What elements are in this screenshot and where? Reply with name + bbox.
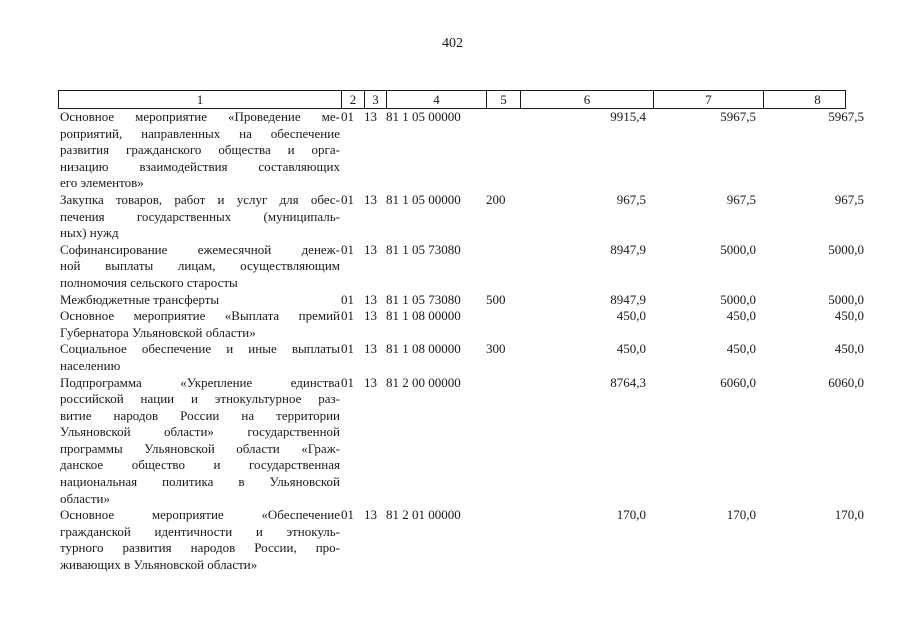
table-header [58, 90, 846, 109]
row-name-line: Подпрограмма «Укрепление единства [60, 374, 340, 390]
row-target-code: 81 2 01 00000 [386, 507, 461, 523]
row-value-6: 450,0 [616, 308, 646, 324]
row-value-7: 5000,0 [720, 291, 756, 307]
row-value-6: 967,5 [616, 191, 646, 207]
row-name-line: данское общество и государственная [60, 457, 340, 473]
row-name-line: программы Ульяновской области «Граж- [60, 440, 340, 456]
row-name-line: Социальное обеспечение и иные выплаты [60, 341, 340, 357]
row-subsection: 13 [364, 191, 377, 207]
table-body [58, 109, 864, 574]
row-target-code: 81 1 08 00000 [386, 308, 461, 324]
row-subsection: 13 [364, 507, 377, 523]
row-expense-type: 500 [486, 291, 506, 307]
row-name [58, 308, 340, 341]
row-subsection: 13 [364, 241, 377, 257]
row-name-line: населению [60, 357, 121, 373]
row-name [58, 242, 340, 292]
header-col-7: 7 [653, 91, 763, 108]
row-name-line: области» [60, 490, 110, 506]
row-target-code: 81 1 05 00000 [386, 109, 461, 124]
row-value-6: 9915,4 [610, 109, 646, 124]
row-value-8: 450,0 [834, 341, 864, 357]
row-name-line: ных) нужд [60, 225, 119, 241]
row-name-line: Софинансирование ежемесячной денеж- [60, 241, 340, 257]
row-expense-type [485, 507, 519, 573]
row-name-line: роприятий, направленных на обеспечение [60, 125, 340, 141]
row-name-line: Ульяновской области» государственной [60, 424, 340, 440]
row-target-code: 81 1 08 00000 [386, 341, 461, 357]
row-value-6: 170,0 [616, 507, 646, 523]
row-name [58, 341, 340, 374]
row-target-code: 81 1 05 73080 [386, 241, 461, 257]
row-name-line: Основное мероприятие «Выплата премий [60, 308, 340, 324]
row-section: 01 [341, 291, 354, 307]
table-row [58, 109, 864, 192]
table-row [58, 341, 864, 374]
row-expense-type [485, 242, 519, 292]
row-name-line: Межбюджетные трансферты [60, 291, 220, 307]
table-row [58, 291, 864, 309]
row-value-8: 170,0 [834, 507, 864, 523]
row-subsection: 13 [364, 109, 377, 124]
row-value-7: 450,0 [726, 341, 756, 357]
row-name-line: Губернатора Ульяновской области» [60, 324, 256, 340]
header-col-8: 8 [763, 91, 871, 108]
row-value-7: 5967,5 [720, 109, 756, 124]
row-expense-type [485, 375, 519, 508]
header-col-6: 6 [520, 91, 653, 108]
row-target-code: 81 1 05 73080 [386, 291, 461, 307]
row-value-6: 8947,9 [610, 291, 646, 307]
row-name-line: Основное мероприятие «Проведение ме- [60, 109, 340, 124]
table-row [58, 507, 864, 573]
budget-table [58, 90, 864, 574]
row-name [58, 375, 340, 508]
row-value-8: 5967,5 [828, 109, 864, 124]
row-value-7: 6060,0 [720, 374, 756, 390]
row-value-8: 5000,0 [828, 291, 864, 307]
header-col-3: 3 [364, 91, 386, 108]
header-col-5: 5 [486, 91, 520, 108]
row-name-line: печения государственных (муниципаль- [60, 208, 340, 224]
row-value-6: 8764,3 [610, 374, 646, 390]
row-name-line: развития гражданского общества и орга- [60, 142, 340, 158]
row-subsection: 13 [364, 308, 377, 324]
row-name [58, 192, 340, 242]
row-section: 01 [341, 241, 354, 257]
row-subsection: 13 [364, 374, 377, 390]
row-name [58, 109, 340, 192]
row-value-7: 5000,0 [720, 241, 756, 257]
row-subsection: 13 [364, 341, 377, 357]
row-name-line: витие народов России на территории [60, 407, 340, 423]
table-row [58, 308, 864, 341]
header-col-4: 4 [386, 91, 486, 108]
row-name-line: национальная политика в Ульяновской [60, 474, 340, 490]
row-name-line: его элементов» [60, 175, 144, 191]
row-value-8: 967,5 [834, 191, 864, 207]
row-value-7: 450,0 [726, 308, 756, 324]
row-name-line: российской нации и этнокультурное раз- [60, 391, 340, 407]
row-subsection: 13 [364, 291, 377, 307]
row-value-6: 8947,9 [610, 241, 646, 257]
row-name-line: низацию взаимодействия составляющих [60, 158, 340, 174]
row-name-line: живающих в Ульяновской области» [60, 557, 258, 573]
row-value-7: 170,0 [726, 507, 756, 523]
row-section: 01 [341, 191, 354, 207]
row-name-line: турного развития народов России, про- [60, 540, 340, 556]
row-expense-type: 200 [486, 191, 506, 207]
table-row [58, 241, 864, 292]
row-name [58, 507, 340, 573]
row-name-line: гражданской идентичности и этнокуль- [60, 523, 340, 539]
row-value-8: 6060,0 [828, 374, 864, 390]
row-name-line: Закупка товаров, работ и услуг для обес- [60, 191, 340, 207]
row-expense-type: 300 [486, 341, 506, 357]
row-name [58, 292, 340, 309]
table-row [58, 191, 864, 242]
row-expense-type [485, 308, 519, 341]
row-value-7: 967,5 [726, 191, 756, 207]
row-section: 01 [341, 374, 354, 390]
page-number: 402 [442, 36, 463, 51]
row-value-8: 450,0 [834, 308, 864, 324]
row-target-code: 81 1 05 00000 [386, 191, 461, 207]
row-section: 01 [341, 507, 354, 523]
table-row [58, 374, 864, 508]
row-value-6: 450,0 [616, 341, 646, 357]
row-section: 01 [341, 308, 354, 324]
row-name-line: Основное мероприятие «Обеспечение [60, 507, 340, 523]
row-target-code: 81 2 00 00000 [386, 374, 461, 390]
header-col-1: 1 [196, 92, 204, 107]
row-expense-type [485, 109, 519, 192]
row-section: 01 [341, 341, 354, 357]
row-value-8: 5000,0 [828, 241, 864, 257]
row-section: 01 [341, 109, 354, 124]
row-name-line: ной выплаты лицам, осуществляющим [60, 258, 340, 274]
row-name-line: полномочия сельского старосты [60, 274, 238, 290]
header-col-2: 2 [341, 91, 364, 108]
